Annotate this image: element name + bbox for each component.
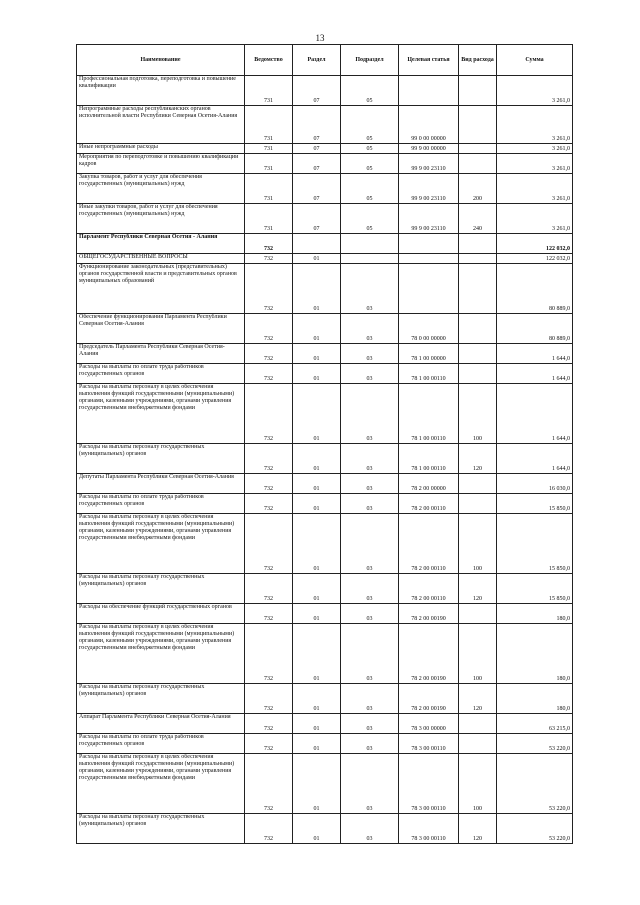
cell-kind [459, 714, 497, 734]
cell-name: Депутаты Парламента Республики Северная Осетия-Алания [77, 474, 245, 494]
cell-subsection [341, 254, 399, 264]
cell-section: 01 [293, 754, 341, 814]
cell-section: 01 [293, 574, 341, 604]
cell-section: 07 [293, 144, 341, 154]
cell-article: 78 1 00 00110 [399, 444, 459, 474]
cell-kind [459, 494, 497, 514]
cell-sum: 3 261,0 [497, 174, 573, 204]
cell-kind [459, 76, 497, 106]
table-row [77, 474, 573, 494]
cell-kind [459, 144, 497, 154]
cell-dept: 732 [245, 444, 293, 474]
cell-name: Расходы на выплаты персоналу государственных (муниципальных) органов [77, 444, 245, 474]
cell-article: 78 1 00 00110 [399, 384, 459, 444]
cell-kind [459, 154, 497, 174]
cell-subsection: 05 [341, 154, 399, 174]
cell-dept: 732 [245, 754, 293, 814]
cell-subsection: 03 [341, 604, 399, 624]
cell-kind: 120 [459, 684, 497, 714]
cell-name: Председатель Парламента Республики Северная Осетия-Алания [77, 344, 245, 364]
cell-kind: 240 [459, 204, 497, 234]
cell-subsection: 03 [341, 814, 399, 844]
cell-name: Расходы на выплаты по оплате труда работников государственных органов [77, 364, 245, 384]
table-row [77, 714, 573, 734]
cell-subsection: 03 [341, 264, 399, 314]
table-row [77, 624, 573, 684]
cell-dept: 732 [245, 734, 293, 754]
cell-section: 01 [293, 474, 341, 494]
cell-subsection: 05 [341, 106, 399, 144]
cell-article: 78 3 00 00110 [399, 734, 459, 754]
cell-article: 78 2 00 00190 [399, 684, 459, 714]
cell-sum: 1 644,0 [497, 344, 573, 364]
cell-section: 01 [293, 604, 341, 624]
cell-sum: 80 889,0 [497, 264, 573, 314]
cell-dept: 731 [245, 154, 293, 174]
cell-kind [459, 106, 497, 144]
cell-dept: 732 [245, 714, 293, 734]
cell-sum: 63 215,0 [497, 714, 573, 734]
cell-subsection: 03 [341, 754, 399, 814]
cell-subsection: 03 [341, 444, 399, 474]
cell-article: 99 9 00 23110 [399, 204, 459, 234]
cell-dept: 732 [245, 814, 293, 844]
table-row [77, 344, 573, 364]
cell-article: 78 0 00 00000 [399, 314, 459, 344]
cell-sum: 3 261,0 [497, 204, 573, 234]
cell-name: Парламент Республики Северная Осетия - Алания [77, 234, 245, 254]
cell-article: 78 3 00 00110 [399, 814, 459, 844]
cell-section: 01 [293, 514, 341, 574]
cell-dept: 732 [245, 344, 293, 364]
cell-subsection: 03 [341, 474, 399, 494]
cell-section: 01 [293, 254, 341, 264]
cell-article: 78 1 00 00110 [399, 364, 459, 384]
table-row [77, 234, 573, 254]
cell-kind [459, 344, 497, 364]
table-row [77, 76, 573, 106]
page-number: 13 [315, 33, 325, 43]
table-row [77, 574, 573, 604]
cell-dept: 732 [245, 264, 293, 314]
budget-table [76, 44, 573, 844]
cell-subsection: 05 [341, 76, 399, 106]
cell-name: Иные закупки товаров, работ и услуг для обеспечения государственных (муниципальных) нужд [77, 204, 245, 234]
cell-section: 01 [293, 314, 341, 344]
cell-article: 78 2 00 00000 [399, 474, 459, 494]
cell-dept: 732 [245, 234, 293, 254]
col-header-sum: Сумма [497, 45, 573, 76]
cell-dept: 732 [245, 384, 293, 444]
cell-section: 01 [293, 624, 341, 684]
cell-subsection: 03 [341, 364, 399, 384]
cell-section: 01 [293, 384, 341, 444]
cell-article: 78 2 00 00110 [399, 494, 459, 514]
cell-name: Обеспечение функционирования Парламента Республики Северная Осетия-Алания [77, 314, 245, 344]
table-row [77, 174, 573, 204]
cell-name: Расходы на выплаты по оплате труда работников государственных органов [77, 494, 245, 514]
cell-kind [459, 604, 497, 624]
cell-sum: 3 261,0 [497, 154, 573, 174]
cell-kind: 100 [459, 754, 497, 814]
cell-article: 99 9 00 23110 [399, 174, 459, 204]
cell-subsection: 03 [341, 624, 399, 684]
cell-article: 78 2 00 00110 [399, 514, 459, 574]
cell-article: 78 3 00 00000 [399, 714, 459, 734]
cell-section: 01 [293, 364, 341, 384]
table-row [77, 604, 573, 624]
cell-dept: 731 [245, 76, 293, 106]
cell-dept: 731 [245, 174, 293, 204]
col-header-section: Раздел [293, 45, 341, 76]
cell-section: 07 [293, 204, 341, 234]
cell-name: Расходы на выплаты персоналу в целях обеспечения выполнения функций государственными (муниципальными) органами, казенными учреждениями, органами управления государственными внебюджетными фондами [77, 384, 245, 444]
table-header-row [77, 45, 573, 76]
table-row [77, 264, 573, 314]
cell-dept: 732 [245, 574, 293, 604]
cell-sum: 15 850,0 [497, 574, 573, 604]
cell-name: Расходы на выплаты по оплате труда работников государственных органов [77, 734, 245, 754]
cell-sum: 1 644,0 [497, 384, 573, 444]
cell-name: Мероприятия по переподготовке и повышению квалификации кадров [77, 154, 245, 174]
cell-kind [459, 474, 497, 494]
cell-kind [459, 734, 497, 754]
cell-article: 99 9 00 00000 [399, 144, 459, 154]
cell-section: 07 [293, 106, 341, 144]
cell-subsection: 05 [341, 204, 399, 234]
cell-dept: 732 [245, 494, 293, 514]
cell-article [399, 76, 459, 106]
cell-kind [459, 364, 497, 384]
cell-article [399, 254, 459, 264]
col-header-subsection: Подраздел [341, 45, 399, 76]
cell-section: 01 [293, 344, 341, 364]
cell-name: Расходы на выплаты персоналу в целях обеспечения выполнения функций государственными (муниципальными) органами, казенными учреждениями, органами управления государственными внебюджетными фондами [77, 514, 245, 574]
cell-sum: 53 220,0 [497, 814, 573, 844]
cell-article: 78 2 00 00190 [399, 624, 459, 684]
col-header-article: Целевая статья [399, 45, 459, 76]
cell-section: 01 [293, 714, 341, 734]
table-row [77, 204, 573, 234]
cell-section: 01 [293, 264, 341, 314]
cell-kind: 100 [459, 514, 497, 574]
cell-subsection: 05 [341, 174, 399, 204]
cell-kind: 100 [459, 384, 497, 444]
cell-dept: 732 [245, 314, 293, 344]
col-header-dept: Ведомство [245, 45, 293, 76]
table-row [77, 494, 573, 514]
cell-kind [459, 264, 497, 314]
table-row [77, 734, 573, 754]
cell-sum: 15 850,0 [497, 494, 573, 514]
cell-sum: 122 032,0 [497, 254, 573, 264]
cell-kind: 200 [459, 174, 497, 204]
cell-name: Иные непрограммные расходы [77, 144, 245, 154]
cell-sum: 3 261,0 [497, 144, 573, 154]
cell-name: Расходы на выплаты персоналу государственных (муниципальных) органов [77, 814, 245, 844]
cell-kind: 120 [459, 444, 497, 474]
cell-dept: 732 [245, 474, 293, 494]
cell-subsection: 03 [341, 384, 399, 444]
cell-name: Расходы на обеспечение функций государственных органов [77, 604, 245, 624]
table-body [77, 76, 573, 844]
table-row [77, 314, 573, 344]
cell-article: 78 2 00 00190 [399, 604, 459, 624]
cell-dept: 732 [245, 684, 293, 714]
cell-dept: 732 [245, 624, 293, 684]
cell-article: 78 2 00 00110 [399, 574, 459, 604]
cell-dept: 732 [245, 514, 293, 574]
cell-dept: 732 [245, 604, 293, 624]
table-row [77, 514, 573, 574]
cell-section: 01 [293, 444, 341, 474]
cell-name: Функционирование законодательных (представительных) органов государственной власти и представительных органов муниципальных образований [77, 264, 245, 314]
cell-subsection: 03 [341, 344, 399, 364]
cell-subsection: 05 [341, 144, 399, 154]
cell-kind: 100 [459, 624, 497, 684]
cell-section: 01 [293, 684, 341, 714]
cell-dept: 731 [245, 144, 293, 154]
cell-article [399, 234, 459, 254]
cell-section: 01 [293, 814, 341, 844]
col-header-name: Наименование [77, 45, 245, 76]
cell-sum: 3 261,0 [497, 76, 573, 106]
cell-sum: 180,0 [497, 684, 573, 714]
cell-subsection: 03 [341, 314, 399, 344]
table-row [77, 384, 573, 444]
cell-sum: 3 261,0 [497, 106, 573, 144]
cell-subsection: 03 [341, 734, 399, 754]
table-row [77, 254, 573, 264]
table-row [77, 154, 573, 174]
col-header-kind: Вид расхода [459, 45, 497, 76]
cell-section: 01 [293, 494, 341, 514]
cell-subsection: 03 [341, 574, 399, 604]
cell-article: 99 0 00 00000 [399, 106, 459, 144]
cell-section [293, 234, 341, 254]
table-row [77, 754, 573, 814]
cell-subsection: 03 [341, 514, 399, 574]
cell-section: 07 [293, 76, 341, 106]
cell-sum: 180,0 [497, 604, 573, 624]
cell-sum: 15 850,0 [497, 514, 573, 574]
cell-name: Расходы на выплаты персоналу государственных (муниципальных) органов [77, 574, 245, 604]
cell-dept: 731 [245, 204, 293, 234]
cell-article: 99 9 00 23110 [399, 154, 459, 174]
cell-kind: 120 [459, 814, 497, 844]
cell-sum: 180,0 [497, 624, 573, 684]
cell-subsection: 03 [341, 714, 399, 734]
cell-dept: 731 [245, 106, 293, 144]
cell-name: Аппарат Парламента Республики Северная Осетия-Алания [77, 714, 245, 734]
cell-name: Расходы на выплаты персоналу государственных (муниципальных) органов [77, 684, 245, 714]
cell-kind [459, 314, 497, 344]
cell-article: 78 1 00 00000 [399, 344, 459, 364]
table-row [77, 106, 573, 144]
cell-article: 78 3 00 00110 [399, 754, 459, 814]
cell-sum: 53 220,0 [497, 734, 573, 754]
cell-kind: 120 [459, 574, 497, 604]
cell-sum: 1 644,0 [497, 444, 573, 474]
cell-section: 01 [293, 734, 341, 754]
table-row [77, 144, 573, 154]
cell-name: ОБЩЕГОСУДАРСТВЕННЫЕ ВОПРОСЫ [77, 254, 245, 264]
cell-subsection [341, 234, 399, 254]
cell-kind [459, 234, 497, 254]
cell-name: Закупка товаров, работ и услуг для обеспечения государственных (муниципальных) нужд [77, 174, 245, 204]
cell-kind [459, 254, 497, 264]
cell-article [399, 264, 459, 314]
table-row [77, 364, 573, 384]
cell-subsection: 03 [341, 494, 399, 514]
cell-dept: 732 [245, 364, 293, 384]
cell-sum: 80 889,0 [497, 314, 573, 344]
cell-sum: 16 030,0 [497, 474, 573, 494]
table-row [77, 444, 573, 474]
cell-name: Непрограммные расходы республиканских органов исполнительной власти Республики Северная Осетия-Алания [77, 106, 245, 144]
cell-section: 07 [293, 154, 341, 174]
cell-name: Расходы на выплаты персоналу в целях обеспечения выполнения функций государственными (муниципальными) органами, казенными учреждениями, органами управления государственными внебюджетными фондами [77, 624, 245, 684]
cell-sum: 1 644,0 [497, 364, 573, 384]
cell-dept: 732 [245, 254, 293, 264]
table-row [77, 814, 573, 844]
cell-section: 07 [293, 174, 341, 204]
cell-name: Расходы на выплаты персоналу в целях обеспечения выполнения функций государственными (муниципальными) органами, казенными учреждениями, органами управления государственными внебюджетными фондами [77, 754, 245, 814]
table-row [77, 684, 573, 714]
cell-name: Профессиональная подготовка, переподготовка и повышение квалификации [77, 76, 245, 106]
cell-sum: 53 220,0 [497, 754, 573, 814]
cell-subsection: 03 [341, 684, 399, 714]
cell-sum: 122 032,0 [497, 234, 573, 254]
